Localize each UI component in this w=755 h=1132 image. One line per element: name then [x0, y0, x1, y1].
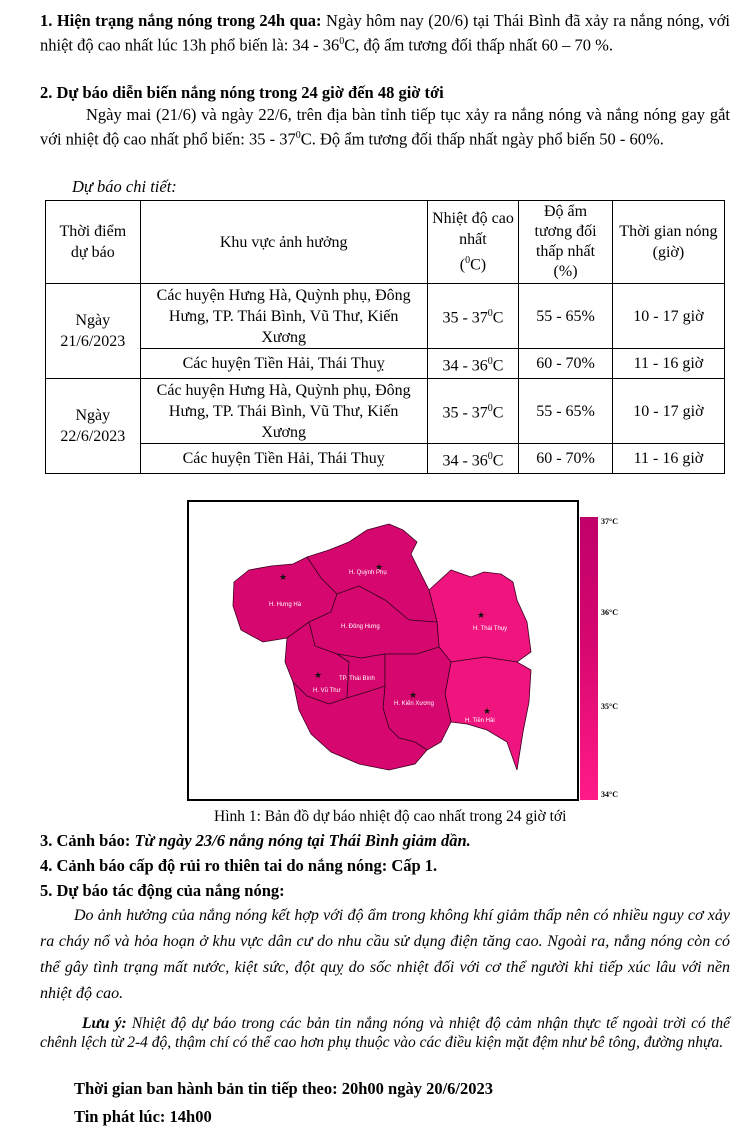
label-thai-thuy: H. Thái Thụy — [473, 626, 508, 632]
header-temp-label: Nhiệt độ cao nhất — [432, 210, 514, 249]
header-temp — [427, 201, 519, 284]
forecast-map — [187, 500, 579, 801]
section-3 — [40, 830, 730, 851]
label-kien-xuong: H. Kiến Xương — [394, 701, 434, 707]
map-caption: Hình 1: Bản đồ dự báo nhiệt độ cao nhất trong 24 giờ tới — [214, 808, 567, 825]
header-temp-sup: 0 — [465, 255, 471, 267]
header-time: Thời điểm dự báo — [46, 201, 141, 284]
table-header-row — [46, 201, 725, 284]
temp-sup: 0 — [487, 450, 493, 462]
day-1-row-1-temp — [427, 284, 519, 349]
header-duration: Thời gian nóng (giờ) — [612, 201, 724, 284]
day-2-row-2-humidity: 60 - 70% — [519, 444, 613, 474]
day-2-row-1-humidity: 55 - 65% — [519, 379, 613, 444]
day-2-row-2-area: Các huyện Tiền Hải, Thái Thuỵ — [140, 444, 427, 474]
legend-label-37: 37°C — [601, 517, 618, 526]
temp-value: 34 - 36 — [442, 357, 488, 375]
issued-time: Tin phát lúc: 14h00 — [74, 1107, 212, 1126]
section-2-heading: 2. Dự báo diễn biến nắng nóng trong 24 giờ đến 48 giờ tới — [40, 83, 444, 102]
day-1-date: Ngày 21/6/2023 — [46, 284, 141, 379]
section-2-body — [40, 104, 730, 150]
section-1-heading: 1. Hiện trạng nắng nóng trong 24h qua: — [40, 11, 322, 30]
day-1-row-1-humidity: 55 - 65% — [519, 284, 613, 349]
temp-sup: 0 — [487, 308, 493, 320]
section-1 — [40, 10, 730, 56]
table-row — [46, 444, 725, 474]
header-area: Khu vực ảnh hưởng — [140, 201, 427, 284]
day-1-row-1-duration: 10 - 17 giờ — [612, 284, 724, 349]
note-text: Nhiệt độ dự báo trong các bản tin nắng nóng và nhiệt độ cảm nhận thực tế ngoài trời có thể chênh lệch từ 2-4 độ, thậm chí có thể cao hơn phụ thuộc vào các điều kiện mặt đệm như bê tông, đường nhựa. — [40, 1015, 730, 1051]
note-label: Lưu ý: — [82, 1015, 127, 1032]
header-temp-open: ( — [459, 256, 466, 274]
section-1-text-a: Ngày hôm nay (20/6) tại Thái Bình đã xảy ra nắng nóng, với nhiệt độ cao nhất lúc 13h phổ biến là: 34 - 36 — [40, 11, 731, 55]
day-2-date: Ngày 22/6/2023 — [46, 379, 141, 474]
star-icon: ★ — [409, 690, 418, 700]
temp-unit: C — [492, 309, 504, 327]
day-2-row-2-duration: 11 - 16 giờ — [612, 444, 724, 474]
day-2-row-1-area: Các huyện Hưng Hà, Quỳnh phụ, Đông Hưng, TP. Thái Bình, Vũ Thư, Kiến Xương — [140, 379, 427, 444]
section-2-text-b: C. Độ ẩm tương đối thấp nhất ngày phổ biến 50 - 60%. — [300, 129, 664, 149]
legend-label-36: 36°C — [601, 608, 618, 617]
temp-unit: C — [492, 452, 504, 470]
legend-label-35: 35°C — [601, 702, 618, 711]
forecast-table — [45, 200, 725, 474]
day-1-row-2-area: Các huyện Tiền Hải, Thái Thuỵ — [140, 349, 427, 379]
temp-sup: 0 — [487, 403, 493, 415]
temp-value: 35 - 37 — [442, 309, 488, 327]
label-tien-hai: H. Tiền Hải — [465, 718, 495, 724]
note — [40, 1014, 730, 1052]
section-3-heading: 3. Cảnh báo: — [40, 831, 131, 850]
day-2-row-1-temp — [427, 379, 519, 444]
label-hung-ha: H. Hưng Hà — [269, 602, 302, 608]
day-1-row-2-temp — [427, 349, 519, 379]
temp-unit: C — [492, 404, 504, 422]
section-5-heading: 5. Dự báo tác động của nắng nóng: — [40, 881, 285, 900]
star-icon: ★ — [314, 670, 323, 680]
star-icon: ★ — [477, 610, 486, 620]
section-1-sup: 0 — [339, 36, 345, 47]
next-bulletin: Thời gian ban hành bản tin tiếp theo: 20h00 ngày 20/6/2023 — [74, 1079, 493, 1098]
temperature-legend-bar — [580, 517, 598, 800]
section-5-text: Do ảnh hưởng của nắng nóng kết hợp với độ ẩm trong không khí giảm thấp nên có nhiều nguy cơ xảy ra cháy nổ và hỏa hoạn ở khu vực dân cư do nhu cầu sử dụng điện tăng cao. Ngoài ra, nắng nóng còn có thể gây tình trạng mất nước, kiệt sức, đột quỵ do sốc nhiệt đối với cơ thể người khi tiếp xúc lâu với nền nhiệt độ cao. — [40, 907, 730, 1002]
temp-value: 34 - 36 — [442, 452, 488, 470]
legend-label-34: 34°C — [601, 790, 618, 799]
star-icon: ★ — [375, 562, 384, 572]
star-icon: ★ — [483, 706, 492, 716]
table-row — [46, 379, 725, 444]
section-4: 4. Cảnh báo cấp độ rủi ro thiên tai do nắng nóng: Cấp 1. — [40, 856, 438, 875]
map-svg — [189, 502, 577, 799]
section-2-text-a: Ngày mai (21/6) và ngày 22/6, trên địa bàn tỉnh tiếp tục xảy ra nắng nóng và nắng nóng gay gắt với nhiệt độ cao nhất phổ biến: 35 - 37 — [40, 105, 730, 149]
temp-value: 35 - 37 — [442, 404, 488, 422]
label-quynh-phu: H. Quỳnh Phụ — [349, 570, 387, 576]
section-2-sup: 0 — [295, 130, 301, 141]
table-row — [46, 349, 725, 379]
day-1-row-2-humidity: 60 - 70% — [519, 349, 613, 379]
table-row — [46, 284, 725, 349]
section-1-text-b: C, độ ẩm tương đối thấp nhất 60 – 70 %. — [344, 35, 614, 55]
label-tp-thai-binh: TP. Thái Bình — [339, 676, 375, 682]
header-temp-unit: C) — [470, 256, 487, 274]
temp-sup: 0 — [487, 355, 493, 367]
header-humidity: Độ ẩm tương đối thấp nhất (%) — [519, 201, 613, 284]
day-2-row-1-duration: 10 - 17 giờ — [612, 379, 724, 444]
temp-unit: C — [492, 357, 504, 375]
label-vu-thu: H. Vũ Thư — [313, 688, 341, 694]
day-2-row-2-temp — [427, 444, 519, 474]
detail-label: Dự báo chi tiết: — [72, 177, 177, 196]
label-dong-hung: H. Đông Hưng — [341, 624, 380, 630]
day-1-row-2-duration: 11 - 16 giờ — [612, 349, 724, 379]
star-icon: ★ — [279, 572, 288, 582]
section-3-text: Từ ngày 23/6 nắng nóng tại Thái Bình giảm dần. — [130, 831, 471, 850]
day-1-row-1-area: Các huyện Hưng Hà, Quỳnh phụ, Đông Hưng, TP. Thái Bình, Vũ Thư, Kiến Xương — [140, 284, 427, 349]
